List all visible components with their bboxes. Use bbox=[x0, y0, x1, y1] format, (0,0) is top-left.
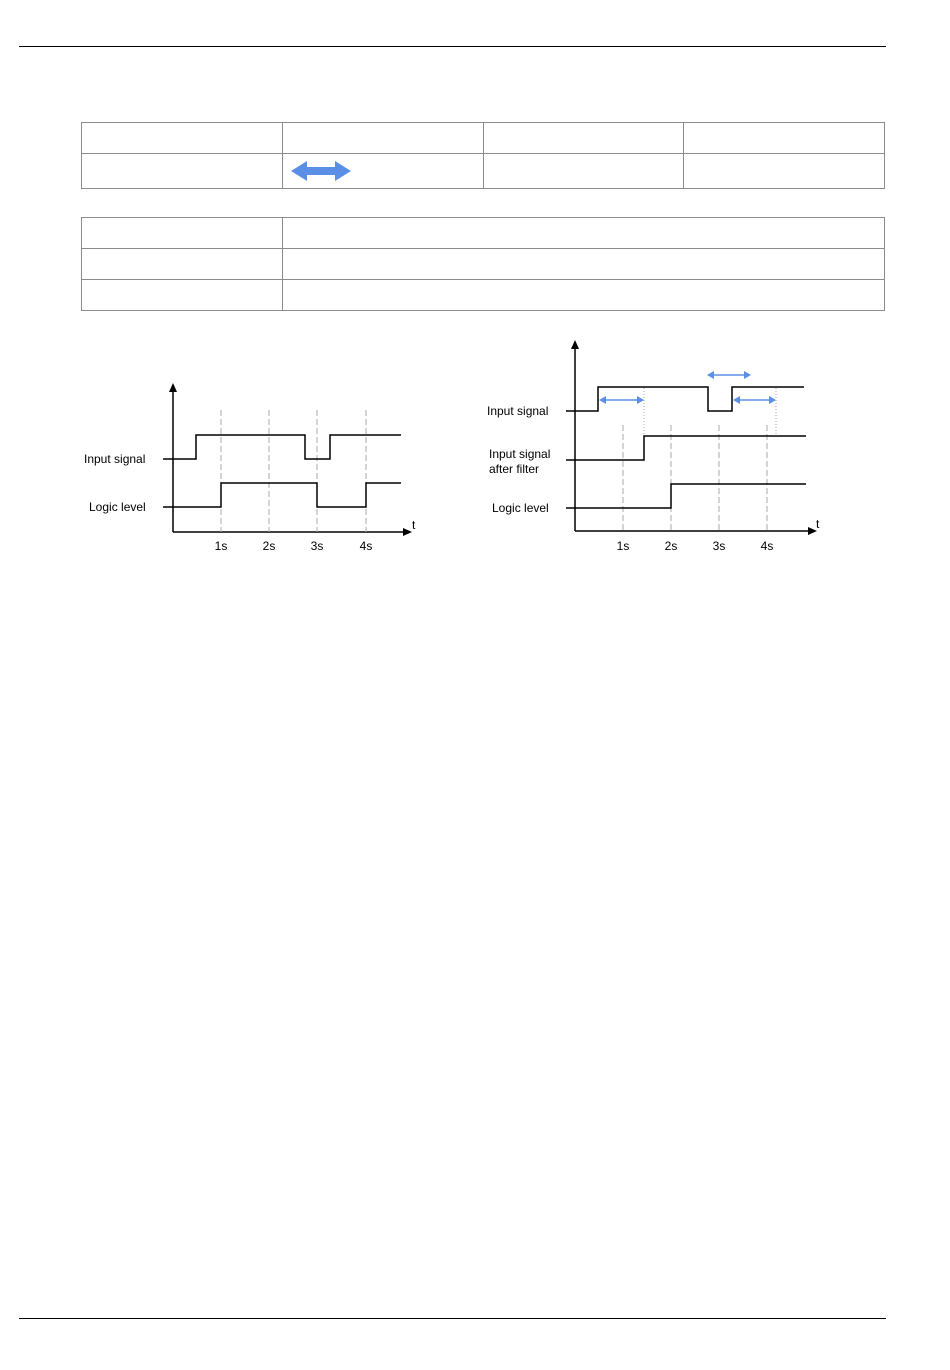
table-row bbox=[82, 154, 885, 189]
logic-level-label: Logic level bbox=[492, 501, 549, 515]
table-cell bbox=[283, 218, 885, 249]
x-axis-arrow-icon bbox=[403, 528, 412, 536]
table-cell bbox=[82, 123, 283, 154]
table-row bbox=[82, 280, 885, 311]
logic-level-waveform bbox=[566, 484, 806, 508]
y-axis-arrow-icon bbox=[571, 340, 579, 349]
table-cell bbox=[283, 249, 885, 280]
tick-label-4s: 4s bbox=[760, 539, 774, 553]
input-signal-label: Input signal bbox=[84, 452, 146, 466]
table-cell bbox=[684, 154, 885, 189]
filtered-signal-waveform bbox=[566, 436, 806, 460]
parameter-table bbox=[81, 122, 885, 189]
footer-rule bbox=[19, 1318, 886, 1319]
table-cell bbox=[283, 280, 885, 311]
y-axis-arrow-icon bbox=[169, 383, 177, 392]
header-rule bbox=[19, 46, 886, 47]
table-row bbox=[82, 123, 885, 154]
tick-label-3s: 3s bbox=[712, 539, 726, 553]
tick-label-4s: 4s bbox=[359, 539, 373, 553]
table-cell bbox=[483, 154, 684, 189]
filter-end-markers bbox=[644, 388, 776, 436]
input-signal-waveform bbox=[163, 435, 401, 459]
table-cell bbox=[82, 218, 283, 249]
filter-time-arrow-icon bbox=[733, 396, 776, 404]
tick-label-1s: 1s bbox=[616, 539, 630, 553]
table-cell bbox=[82, 249, 283, 280]
filter-time-arrow-icon bbox=[599, 396, 644, 404]
tick-label-2s: 2s bbox=[262, 539, 276, 553]
tick-label-1s: 1s bbox=[214, 539, 228, 553]
filtered-signal-label-line2: after filter bbox=[489, 462, 540, 476]
table-row bbox=[82, 218, 885, 249]
table-cell bbox=[82, 154, 283, 189]
filtered-signal-label-line1: Input signal bbox=[489, 447, 551, 461]
input-signal-label: Input signal bbox=[487, 404, 549, 418]
table-cell bbox=[82, 280, 283, 311]
table-cell bbox=[684, 123, 885, 154]
table-cell bbox=[282, 154, 483, 189]
tick-label-3s: 3s bbox=[310, 539, 324, 553]
table-cell bbox=[282, 123, 483, 154]
filter-time-arrow-icon bbox=[707, 371, 751, 379]
table-cell bbox=[483, 123, 684, 154]
axis-label-t: t bbox=[816, 517, 820, 531]
tick-label-2s: 2s bbox=[664, 539, 678, 553]
logic-level-label: Logic level bbox=[89, 500, 146, 514]
time-markers bbox=[221, 410, 366, 532]
table-row bbox=[82, 249, 885, 280]
axis-label-t: t bbox=[412, 518, 416, 532]
logic-level-waveform bbox=[163, 483, 401, 507]
double-arrow-icon bbox=[289, 159, 353, 183]
timing-diagram-unfiltered bbox=[60, 375, 430, 565]
timing-diagram-filtered bbox=[465, 330, 865, 565]
description-table bbox=[81, 217, 885, 311]
